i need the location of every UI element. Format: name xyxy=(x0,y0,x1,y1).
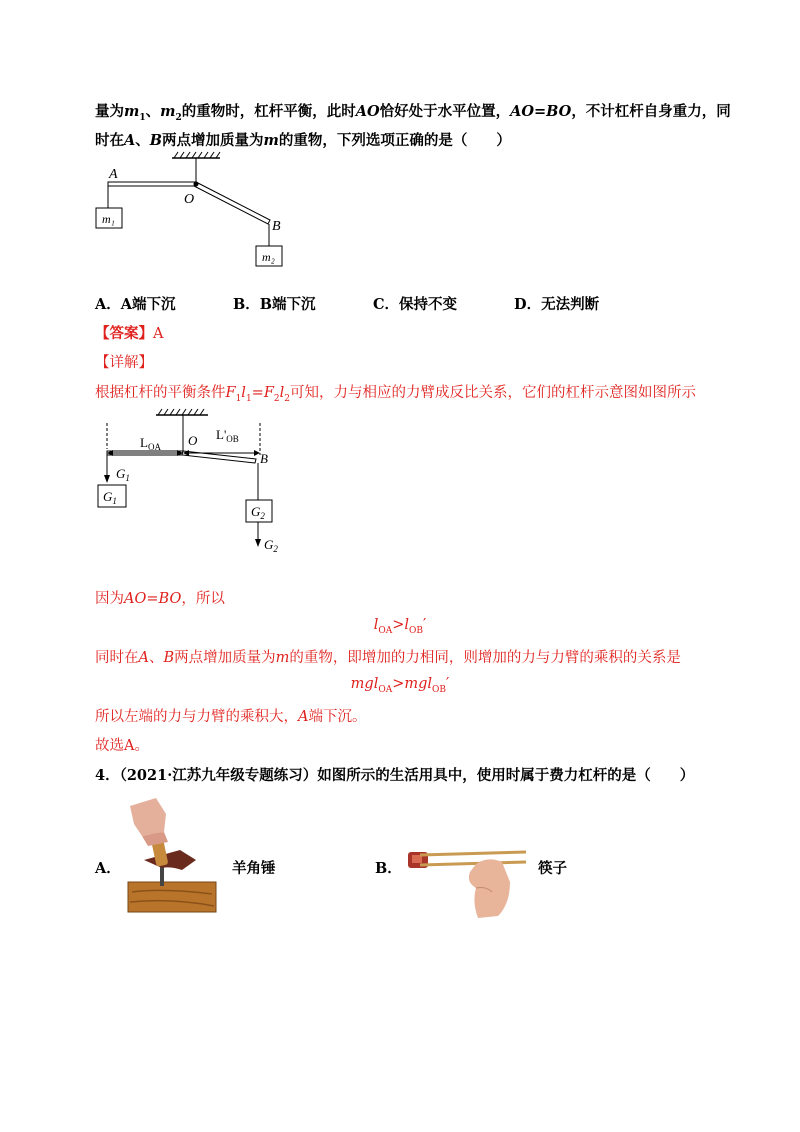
question3-line2: 时在A、B两点增加质量为m的重物，下列选项正确的是（ ） xyxy=(95,132,511,149)
label-b: B xyxy=(272,219,281,234)
label-g2-box: $G_2$ xyxy=(251,504,265,521)
label-loa: $L_{OA}$ xyxy=(140,435,161,452)
lever-figure xyxy=(90,150,300,270)
force-diagram xyxy=(90,405,290,560)
label-lob: $L'_{OB}$ xyxy=(216,427,239,444)
question3-line1: 量为$m_1$、$m_2$的重物时，杠杆平衡，此时AO恰好处于水平位置，AO=BO，不计杠杆自身重力，同 xyxy=(95,103,731,123)
label-m1: m₁ xyxy=(102,212,115,226)
label-o: O xyxy=(184,192,195,207)
detail-line4: 所以左端的力与力臂的乘积大，A端下沉。 xyxy=(95,709,367,725)
detail-label: 【详解】 xyxy=(95,355,153,371)
label-g1-box: $G_1$ xyxy=(103,489,117,506)
detail-line5: 故选A。 xyxy=(95,738,149,754)
label-a: A xyxy=(109,167,118,182)
detail-line1: 根据杠杆的平衡条件$F_1l_1=F_2l_2$可知，力与相应的力臂成反比关系，它们的杠杆示意图如图所示 xyxy=(95,385,696,404)
option-a-label: 羊角锤 xyxy=(232,860,276,877)
label-m2: m₂ xyxy=(262,250,275,264)
label-b2: B xyxy=(260,451,268,466)
chopsticks-image xyxy=(406,842,528,920)
answer-value: A xyxy=(153,326,164,342)
detail-line2: 因为AO=BO，所以 xyxy=(95,591,225,607)
label-g1-arrow: $G_1$ xyxy=(116,466,130,483)
option-a-letter: A． xyxy=(95,860,121,877)
answer-row xyxy=(95,322,163,343)
answer-label: 【答案】 xyxy=(95,325,153,342)
option-a: A．A端下沉 xyxy=(95,296,176,313)
option-b-letter: B． xyxy=(375,860,402,877)
label-o2: O xyxy=(188,433,198,448)
option-b: B．B端下沉 xyxy=(233,296,316,313)
detail-line3: 同时在A、B两点增加质量为m的重物，即增加的力相同，则增加的力与力臂的乘积的关系是 xyxy=(95,650,681,666)
formula1: $l_{OA}>l_{OB}'$ xyxy=(373,617,427,636)
formula2: mgl$_{OA}$>mgl$_{OB}$′ xyxy=(350,676,450,695)
question4-stem: 4．（2021·江苏九年级专题练习）如图所示的生活用具中，使用时属于费力杠杆的是（ ） xyxy=(95,767,695,784)
option-d: D．无法判断 xyxy=(514,296,600,313)
label-g2-arrow: $G_2$ xyxy=(264,537,278,554)
option-c: C．保持不变 xyxy=(373,296,458,313)
option-b-label: 筷子 xyxy=(538,860,567,877)
claw-hammer-image xyxy=(122,798,222,914)
